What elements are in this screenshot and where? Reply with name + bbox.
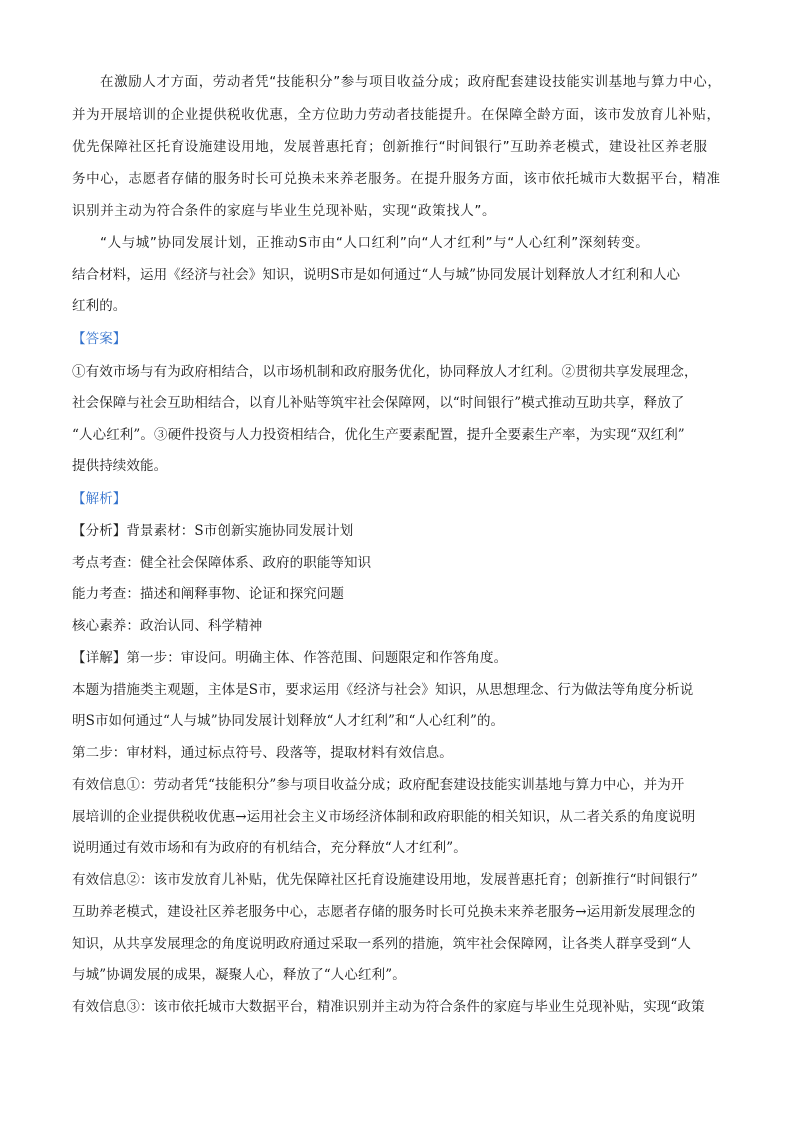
analysis-step2: 第二步：审材料，通过标点符号、段落等，提取材料有效信息。	[72, 745, 453, 761]
analysis-nengli: 能力考查：描述和阐释事物、论证和探究问题	[72, 586, 344, 602]
analysis-info1-line: 有效信息①：劳动者凭“技能积分”参与项目收益分成；政府配套建设技能实训基地与算力中心，并为开	[72, 777, 685, 793]
answer-line: 提供持续效能。	[72, 458, 168, 474]
analysis-step1-line: 本题为措施类主观题，主体是S市，要求运用《经济与社会》知识，从思想理念、行为做法等角度分析说	[72, 682, 694, 698]
answer-line: “人心红利”。③硬件投资与人力投资相结合，优化生产要素配置，提升全要素生产率，为实现“双红利”	[72, 427, 685, 443]
analysis-info2-line: 互助养老模式，建设社区养老服务中心，志愿者存储的服务时长可兑换未来养老服务→运用新发展理念的	[72, 904, 696, 920]
answer-line: ①有效市场与有为政府相结合，以市场机制和政府服务优化，协同释放人才红利。②贯彻共享发展理念，	[72, 364, 698, 380]
analysis-info2-line: 知识，从共享发展理念的角度说明政府通过采取一系列的措施，筑牢社会保障网，让各类人群享受到“人	[72, 936, 691, 952]
material-line: 务中心，志愿者存储的服务时长可兑换未来养老服务。在提升服务方面，该市依托城市大数据平台，精准	[72, 171, 721, 187]
material-line: 识别并主动为符合条件的家庭与毕业生兑现补贴，实现“政策找人”。	[72, 203, 497, 219]
analysis-hexin: 核心素养：政治认同、科学精神	[72, 618, 263, 634]
question-line: 结合材料，运用《经济与社会》知识，说明S市是如何通过“人与城”协同发展计划释放人才红利和人心	[72, 267, 681, 283]
analysis-info1-line: 展培训的企业提供税收优惠→运用社会主义市场经济体制和政府职能的相关知识，从二者关系的角度说明	[72, 809, 696, 825]
analysis-xiangjie: 【详解】第一步：审设问。明确主体、作答范围、问题限定和作答角度。	[72, 650, 508, 666]
analysis-kaodian: 考点考查：健全社会保障体系、政府的职能等知识	[72, 555, 372, 571]
answer-label: 【答案】	[72, 331, 127, 347]
analysis-label: 【解析】	[72, 491, 127, 507]
analysis-info2-line: 与城”协调发展的成果，凝聚人心，释放了“人心红利”。	[72, 967, 406, 983]
analysis-info2-line: 有效信息②：该市发放育儿补贴，优先保障社区托育设施建设用地，发展普惠托育；创新推行“时间银行”	[72, 872, 699, 888]
material-line: 并为开展培训的企业提供税收优惠，全方位助力劳动者技能提升。在保障全龄方面，该市发放育儿补贴，	[72, 107, 721, 123]
material-line: 在激励人才方面，劳动者凭“技能积分”参与项目收益分成；政府配套建设技能实训基地与算力中心，	[100, 74, 722, 90]
material-line: 优先保障社区托育设施建设用地，发展普惠托育；创新推行“时间银行”互助养老模式，建设社区养老服	[72, 139, 708, 155]
analysis-fenxi: 【分析】背景素材：S市创新实施协同发展计划	[72, 523, 354, 539]
question-line: 红利的。	[72, 298, 127, 314]
material-summary: “人与城”协同发展计划，正推动S市由“人口红利”向“人才红利”与“人心红利”深刻转变。	[100, 235, 650, 251]
answer-line: 社会保障与社会互助相结合，以育儿补贴等筑牢社会保障网，以“时间银行”模式推动互助共享，释放了	[72, 395, 685, 411]
analysis-info3-line: 有效信息③：该市依托城市大数据平台，精准识别并主动为符合条件的家庭与毕业生兑现补贴，实现“政策	[72, 999, 705, 1015]
analysis-info1-line: 说明通过有效市场和有为政府的有机结合，充分释放“人才红利”。	[72, 840, 467, 856]
analysis-step1-line: 明S市如何通过“人与城”协同发展计划释放“人才红利”和“人心红利”的。	[72, 713, 505, 729]
